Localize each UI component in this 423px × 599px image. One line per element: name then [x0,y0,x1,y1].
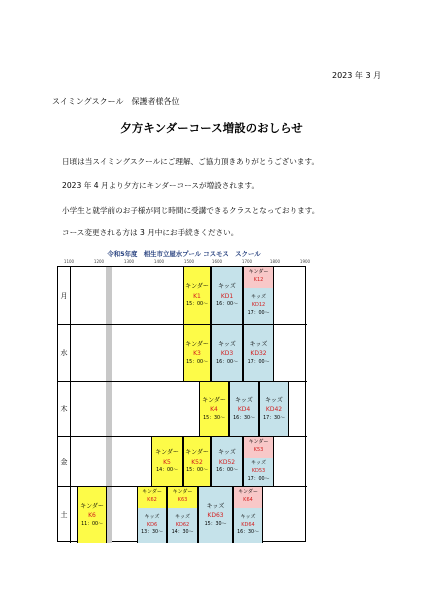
kids-sub-block [248,458,270,487]
class-time: 15：00～ [186,468,208,474]
class-label: キッズ [235,396,253,404]
noon-break-band [106,325,112,381]
class-code: KD62 [175,521,190,528]
class-time: 16：30～ [237,530,259,536]
time-tick-label: 1200 [93,259,105,264]
body-line-2: 2023 年 4 月より夕方にキンダーコースが増設されます。 [62,181,260,190]
weekday-label: 金 [58,437,71,486]
class-label: キンダー [172,489,193,495]
class-block[interactable] [243,267,274,324]
class-code: K1 [193,292,201,300]
class-time: 17：00～ [247,476,270,482]
kids-sub-block [237,508,259,544]
class-time: 15：00～ [186,359,208,365]
class-code: K12 [253,276,264,283]
class-label: キッズ [240,513,256,520]
kinder-sub-block [244,267,273,288]
class-time: 15：30～ [204,521,227,527]
schedule-row [58,267,307,324]
class-label: キンダー [238,489,258,495]
schedule-grid [57,266,306,542]
class-label: キッズ [251,460,266,467]
class-block[interactable] [167,487,198,543]
class-label: キンダー [185,283,209,291]
schedule-row [58,436,307,486]
schedule-title: 令和5年度 相生市立屋水プール コスモス スクール [107,250,261,258]
time-tick-label: 1100 [63,259,75,264]
class-label: キッズ [218,283,236,291]
class-code: K52 [191,458,203,466]
class-code: KD42 [265,406,283,414]
document-date: 2023 年 3 月 [332,71,382,80]
notice-title: 夕方キンダーコース増設のおしらせ [120,121,303,135]
class-code: KD6 [146,521,158,528]
class-block[interactable] [151,437,183,486]
class-label: キッズ [144,513,160,520]
class-code: K6 [88,512,96,520]
class-code: K64 [243,496,253,503]
class-block[interactable] [183,437,211,486]
class-block[interactable] [211,325,243,381]
class-time: 14：30～ [171,530,194,536]
kids-sub-block [172,508,194,544]
time-tick-label: 1800 [269,259,281,264]
class-code: K5 [163,458,171,466]
kids-sub-block [248,288,270,325]
class-label: キッズ [265,396,283,404]
weekday-label: 土 [58,487,71,543]
kinder-sub-block [244,437,273,458]
class-code: KD3 [220,350,234,358]
class-time: 14：00～ [156,468,178,474]
class-label: キンダー [142,489,162,495]
class-block[interactable] [199,382,229,436]
class-time: 17：30～ [263,415,285,421]
class-time: 13：30～ [141,530,163,536]
class-block[interactable] [243,437,274,486]
time-tick-label: 1300 [123,259,135,264]
class-block[interactable] [198,487,233,543]
body-line-4: コース変更される方は 3 月中にお手続きください。 [62,228,239,237]
schedule-row [58,381,307,436]
class-code: K4 [210,406,218,414]
class-label: キンダー [155,449,179,457]
class-code: KD12 [251,302,266,309]
class-code: K62 [147,496,157,503]
class-time: 16：30～ [233,415,255,421]
time-tick-label: 1500 [183,259,195,264]
weekday-label: 木 [58,382,71,436]
class-time: 16：00～ [216,302,238,308]
noon-break-band [106,382,112,436]
class-label: キッズ [218,340,236,348]
time-tick-label: 1700 [241,259,253,264]
body-line-1: 日頃は当スイミングスクールにご理解、ご協力頂きありがとうございます。 [62,157,320,166]
class-time: 15：30～ [203,415,225,421]
class-label: キッズ [249,340,268,348]
class-label: キンダー [80,502,104,510]
class-block[interactable] [137,487,167,543]
kids-sub-block [141,508,163,544]
class-block[interactable] [233,487,263,543]
noon-break-band [106,437,112,486]
class-block[interactable] [77,487,107,543]
class-label: キッズ [206,502,225,510]
class-label: キッズ [218,449,236,457]
class-block[interactable] [259,382,289,436]
class-time: 17：00～ [247,310,270,316]
noon-break-band [106,267,112,324]
class-label: キンダー [185,340,209,348]
class-block[interactable] [243,325,274,381]
addressee-line: スイミングスクール 保護者様各位 [52,97,180,106]
schedule-row [58,486,307,543]
class-code: KD63 [207,512,224,520]
time-tick-label: 1600 [211,259,223,264]
class-time: 11：00～ [81,521,103,527]
kinder-sub-block [168,487,197,508]
weekday-label: 月 [58,267,71,324]
class-code: KD52 [218,458,236,466]
class-code: K63 [177,496,188,503]
class-code: KD64 [241,521,255,528]
class-code: K53 [253,446,264,453]
kinder-sub-block [234,487,262,508]
class-block[interactable] [211,267,243,324]
class-block[interactable] [183,325,211,381]
class-time: 15：00～ [186,302,208,308]
class-code: KD53 [251,468,266,475]
class-label: キンダー [185,449,209,457]
class-block[interactable] [183,267,211,324]
class-label: キッズ [175,513,190,520]
class-code: K3 [193,350,201,358]
time-tick-label: 1900 [299,259,311,264]
schedule-row [58,324,307,381]
class-block[interactable] [229,382,259,436]
class-label: キンダー [202,396,226,404]
weekday-label: 水 [58,325,71,381]
class-code: KD4 [237,406,251,414]
class-label: キッズ [251,294,266,301]
class-label: キンダー [248,439,269,445]
class-time: 17：00～ [247,359,270,365]
time-tick-label: 1400 [153,259,165,264]
class-label: キンダー [248,269,269,275]
class-block[interactable] [211,437,243,486]
kinder-sub-block [138,487,166,508]
class-code: KD32 [250,350,267,358]
class-code: KD1 [220,292,234,300]
class-time: 16：00～ [216,468,238,474]
body-line-3: 小学生と就学前のお子様が同じ時間に受講できるクラスとなっております。 [62,206,320,215]
class-time: 16：00～ [216,359,238,365]
